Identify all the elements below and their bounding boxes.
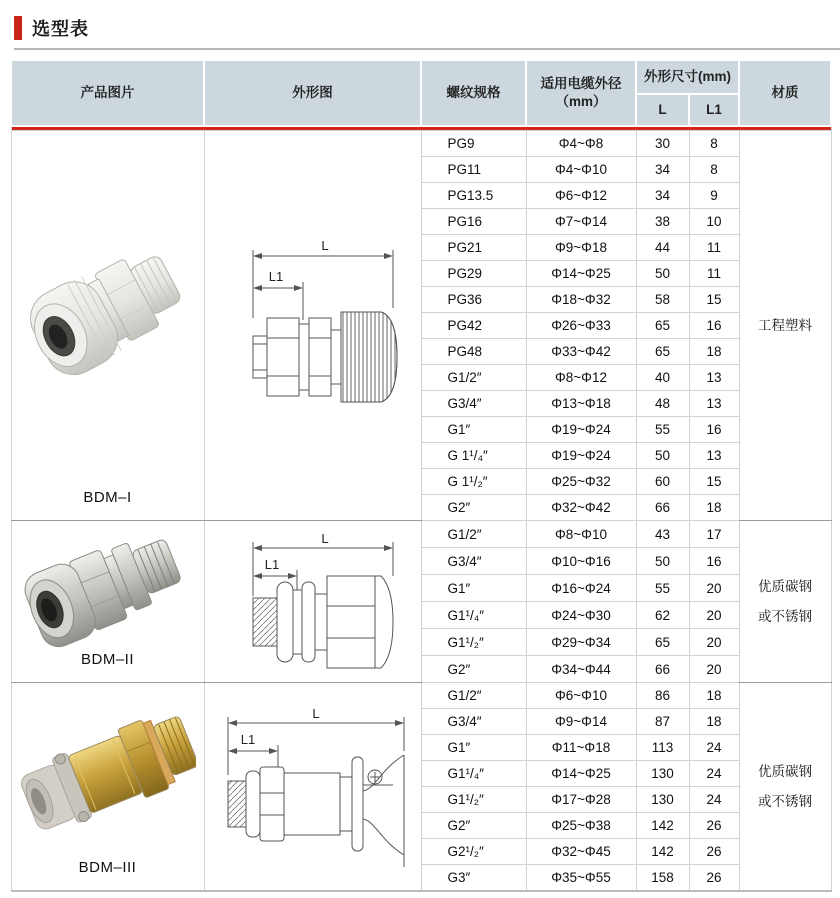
cable-cell: Φ9~Φ18	[526, 235, 636, 261]
l-cell: 34	[636, 183, 689, 209]
outline-drawing-cell	[204, 131, 421, 521]
spec-cell: PG42	[421, 313, 526, 339]
outline-stack	[205, 521, 421, 682]
spec-cell: G1¹/₄″	[421, 761, 526, 787]
cable-cell: Φ32~Φ45	[526, 839, 636, 865]
col-header-material: 材质	[739, 60, 831, 126]
l-cell: 142	[636, 839, 689, 865]
cable-cell: Φ14~Φ25	[526, 761, 636, 787]
col-header-cable-od	[526, 60, 636, 126]
product-photo-bdm-ii	[24, 521, 192, 649]
cable-cell: Φ4~Φ8	[526, 131, 636, 157]
l-cell: 30	[636, 131, 689, 157]
spec-cell: PG13.5	[421, 183, 526, 209]
l-cell: 50	[636, 443, 689, 469]
photo-stack	[12, 521, 204, 682]
spec-cell: G3/4″	[421, 391, 526, 417]
table-row	[11, 683, 831, 709]
l-cell: 40	[636, 365, 689, 391]
material-line: 或不锈钢	[758, 793, 812, 809]
spec-cell: G1″	[421, 417, 526, 443]
l1-cell: 15	[689, 469, 739, 495]
material-line: 工程塑料	[758, 317, 812, 333]
model-label: BDM–III	[78, 859, 137, 876]
l1-cell: 8	[689, 157, 739, 183]
l1-cell: 17	[689, 521, 739, 548]
spec-cell: G1¹/₂″	[421, 787, 526, 813]
l1-cell: 13	[689, 391, 739, 417]
outline-stack	[205, 683, 421, 890]
spec-cell: PG29	[421, 261, 526, 287]
l1-cell: 13	[689, 443, 739, 469]
title-divider	[14, 48, 840, 50]
spec-cell: G1¹/₂″	[421, 629, 526, 656]
cable-cell: Φ19~Φ24	[526, 417, 636, 443]
l-cell: 55	[636, 417, 689, 443]
col-header-dims: 外形尺寸(mm)	[636, 60, 739, 94]
l-cell: 58	[636, 287, 689, 313]
l1-cell: 20	[689, 656, 739, 683]
cable-cell: Φ4~Φ10	[526, 157, 636, 183]
l1-cell: 18	[689, 495, 739, 521]
spec-cell: G3″	[421, 865, 526, 892]
spec-cell: G2″	[421, 813, 526, 839]
col-header-dim-l: L	[636, 94, 689, 126]
l-cell: 86	[636, 683, 689, 709]
outline-stack	[205, 131, 421, 520]
l-cell: 65	[636, 629, 689, 656]
outline-drawing-bdm-ii	[215, 528, 411, 676]
dimension-label-l1: L1	[240, 731, 255, 747]
l-cell: 34	[636, 157, 689, 183]
cable-cell: Φ16~Φ24	[526, 575, 636, 602]
cable-cell: Φ8~Φ12	[526, 365, 636, 391]
outline-drawing-bdm-i	[213, 226, 413, 426]
l-cell: 38	[636, 209, 689, 235]
l1-cell: 24	[689, 787, 739, 813]
product-photo-bdm-iii	[20, 686, 196, 854]
cable-cell: Φ7~Φ14	[526, 209, 636, 235]
dimension-label-l: L	[320, 530, 329, 546]
page-title: 选型表	[32, 19, 89, 39]
photo-stack	[12, 683, 204, 890]
spec-cell: PG36	[421, 287, 526, 313]
cable-cell: Φ35~Φ55	[526, 865, 636, 892]
l-cell: 66	[636, 495, 689, 521]
spec-cell: PG21	[421, 235, 526, 261]
cable-cell: Φ6~Φ10	[526, 683, 636, 709]
table-header	[11, 60, 831, 126]
product-photo-cell	[11, 521, 204, 683]
l1-cell: 11	[689, 235, 739, 261]
material-line: 或不锈钢	[758, 608, 812, 624]
cable-cell: Φ11~Φ18	[526, 735, 636, 761]
l-cell: 158	[636, 865, 689, 892]
l1-cell: 8	[689, 131, 739, 157]
col-header-product-image: 产品图片	[11, 60, 204, 126]
dimension-label-l: L	[311, 705, 320, 721]
l1-cell: 20	[689, 629, 739, 656]
l-cell: 48	[636, 391, 689, 417]
col-header-outline: 外形图	[204, 60, 421, 126]
l-cell: 142	[636, 813, 689, 839]
material-line: 优质碳钢	[758, 763, 812, 779]
l1-cell: 18	[689, 709, 739, 735]
dimension-label-l: L	[320, 237, 329, 253]
dimension-label-l1: L1	[268, 268, 283, 284]
photo-stack	[12, 131, 204, 520]
cable-cell: Φ26~Φ33	[526, 313, 636, 339]
cable-cell: Φ8~Φ10	[526, 521, 636, 548]
spec-cell: G1″	[421, 575, 526, 602]
cable-cell: Φ34~Φ44	[526, 656, 636, 683]
cable-cell: Φ18~Φ32	[526, 287, 636, 313]
table-body	[11, 126, 831, 891]
l-cell: 113	[636, 735, 689, 761]
outline-drawing-cell	[204, 683, 421, 892]
l-cell: 55	[636, 575, 689, 602]
l-cell: 65	[636, 313, 689, 339]
cable-cell: Φ32~Φ42	[526, 495, 636, 521]
l-cell: 130	[636, 787, 689, 813]
cable-cell: Φ10~Φ16	[526, 548, 636, 575]
cable-cell: Φ33~Φ42	[526, 339, 636, 365]
l1-cell: 26	[689, 865, 739, 892]
spec-cell: G1/2″	[421, 521, 526, 548]
model-label: BDM–I	[83, 489, 132, 506]
material-cell	[739, 683, 831, 892]
material-line: 优质碳钢	[758, 578, 812, 594]
l1-cell: 15	[689, 287, 739, 313]
spec-cell: PG16	[421, 209, 526, 235]
spec-cell: PG48	[421, 339, 526, 365]
spec-cell: G2″	[421, 495, 526, 521]
section-header	[0, 0, 840, 41]
material-cell	[739, 521, 831, 683]
table-row	[11, 521, 831, 548]
l-cell: 50	[636, 261, 689, 287]
cable-cell: Φ29~Φ34	[526, 629, 636, 656]
spec-cell: G1/2″	[421, 365, 526, 391]
product-photo-bdm-i	[24, 205, 192, 413]
red-accent-block	[14, 16, 22, 40]
l-cell: 66	[636, 656, 689, 683]
col-header-cable-od-line2: （mm）	[555, 94, 607, 109]
spec-cell: G 1¹/₂″	[421, 469, 526, 495]
outline-drawing-bdm-iii	[208, 703, 418, 871]
l1-cell: 16	[689, 548, 739, 575]
l-cell: 44	[636, 235, 689, 261]
l1-cell: 16	[689, 313, 739, 339]
col-header-dim-l1: L1	[689, 94, 739, 126]
cable-cell: Φ25~Φ32	[526, 469, 636, 495]
model-label: BDM–II	[80, 651, 134, 668]
cable-cell: Φ14~Φ25	[526, 261, 636, 287]
l1-cell: 24	[689, 735, 739, 761]
l1-cell: 26	[689, 813, 739, 839]
cable-cell: Φ24~Φ30	[526, 602, 636, 629]
l1-cell: 24	[689, 761, 739, 787]
product-photo-cell	[11, 131, 204, 521]
spec-cell: G1″	[421, 735, 526, 761]
l1-cell: 20	[689, 602, 739, 629]
spec-cell: G2″	[421, 656, 526, 683]
l-cell: 50	[636, 548, 689, 575]
l1-cell: 18	[689, 683, 739, 709]
product-photo-cell	[11, 683, 204, 892]
spec-cell: PG11	[421, 157, 526, 183]
l1-cell: 11	[689, 261, 739, 287]
col-header-cable-od-line1: 适用电缆外径	[540, 75, 622, 91]
outline-drawing-cell	[204, 521, 421, 683]
l1-cell: 16	[689, 417, 739, 443]
l-cell: 62	[636, 602, 689, 629]
l1-cell: 13	[689, 365, 739, 391]
selection-table	[10, 59, 832, 892]
cable-cell: Φ6~Φ12	[526, 183, 636, 209]
spec-cell: G 1¹/₄″	[421, 443, 526, 469]
spec-cell: G3/4″	[421, 548, 526, 575]
cable-cell: Φ17~Φ28	[526, 787, 636, 813]
spec-cell: G1/2″	[421, 683, 526, 709]
spec-cell: G3/4″	[421, 709, 526, 735]
l1-cell: 18	[689, 339, 739, 365]
dimension-label-l1: L1	[264, 556, 279, 572]
l-cell: 65	[636, 339, 689, 365]
spec-cell: PG9	[421, 131, 526, 157]
l-cell: 43	[636, 521, 689, 548]
l1-cell: 10	[689, 209, 739, 235]
l1-cell: 26	[689, 839, 739, 865]
l1-cell: 20	[689, 575, 739, 602]
table-row	[11, 131, 831, 157]
cable-cell: Φ9~Φ14	[526, 709, 636, 735]
l-cell: 130	[636, 761, 689, 787]
cable-cell: Φ13~Φ18	[526, 391, 636, 417]
col-header-thread-spec: 螺纹规格	[421, 60, 526, 126]
cable-cell: Φ19~Φ24	[526, 443, 636, 469]
l-cell: 60	[636, 469, 689, 495]
l-cell: 87	[636, 709, 689, 735]
spec-cell: G1¹/₄″	[421, 602, 526, 629]
spec-cell: G2¹/₂″	[421, 839, 526, 865]
cable-cell: Φ25~Φ38	[526, 813, 636, 839]
l1-cell: 9	[689, 183, 739, 209]
material-cell	[739, 131, 831, 521]
